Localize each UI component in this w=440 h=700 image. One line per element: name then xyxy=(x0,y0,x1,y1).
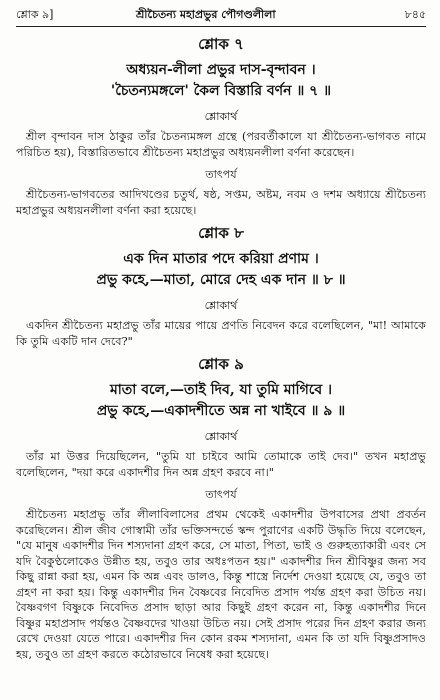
purport-text: শ্রীচৈতন্য মহাপ্রভু তাঁর লীলাবিলাসের প্রথম থেকেই একাদশীর উপবাসের প্রথা প্রবর্তন করেছিলেন। শ্রীল জীব গোস্বামী তাঁর ভক্তিসন্দর্ভে স্কন্দ পুরাণের একটি উদ্ধৃতি দিয়ে বলেছেন, "যে মানুষ একাদশীর দিন শস্যদানা গ্রহণ করে, সে মাতা, পিতা, ভাই ও গুরুহত্যাকারী এবং সে যদি বৈকুণ্ঠলোকেও উন্নীত হয়, তবুও তার অধঃপতন হয়।" একাদশীর দিন শ্রীবিষ্ণুর জন্য সব কিছু রান্না করা হয়, এমন কি অন্ন এবং ডালও, কিন্তু শাস্ত্রে নির্দেশ দেওয়া হয়েছে যে, তবুও তা গ্রহণ না করা হয়। কিন্তু একাদশীর দিন বৈষ্ণবের নিবেদিত প্রসাদ পর্যন্ত গ্রহণ করা উচিত নয়। বৈষ্ণবগণ বিষ্ণুকে নিবেদিত প্রসাদ ছাড়া আর কিছুই গ্রহণ করেন না, কিন্তু একাদশীর দিনে বিষ্ণুর মহাপ্রসাদ পর্যন্তও বৈষ্ণবদের খাওয়া উচিত নয়। সেই প্রসাদ পরের দিন গ্রহণ করার জন্য রেখে দেওয়া যেতে পারে। একাদশীর দিন কোন রকম শস্যদানা, এমন কি তা যদি বিষ্ণুপ্রসাদও হয়, তবুও তা গ্রহণ করতে কঠোরভাবে নিষেধ করা হয়েছে। xyxy=(16,508,426,661)
translation-text: শ্রীল বৃন্দাবন দাস ঠাকুর তাঁর চৈতন্যমঙ্গল গ্রন্থে (পরবর্তীকালে যা শ্রীচৈতন্য-ভাগবত নামে পরিচিত হয়), বিস্তারিতভাবে শ্রীচৈতন্য মহাপ্রভুর অধ্যয়নলীলা বর্ণনা করেছেন। xyxy=(16,130,426,159)
verse-text xyxy=(16,60,426,102)
header-verse-ref: শ্লোক ৯] xyxy=(16,8,54,21)
verse-line-2: প্রভু কহে,—মাতা, মোরে দেহ এক দান ॥ ৮ ॥ xyxy=(96,272,346,288)
verse-line-1: এক দিন মাতার পদে করিয়া প্রণাম । xyxy=(123,251,319,267)
verse-heading: শ্লোক ৭ xyxy=(198,35,244,53)
translation-text: তাঁর মা উত্তর দিয়েছিলেন, "তুমি যা চাইবে আমি তোমাকে তাই দেব।" তখন মহাপ্রভু বলেছিলেন, "দয়া করে একাদশীর দিন অন্ন গ্রহণ করবে না।" xyxy=(16,450,426,479)
verse-text xyxy=(16,249,426,291)
verse-line-1: মাতা বলে,—তাই দিব, যা তুমি মাগিবে । xyxy=(109,382,333,398)
page-number: ৮৪৫ xyxy=(404,8,426,21)
verse-heading: শ্লোক ৮ xyxy=(198,224,244,242)
verse-text xyxy=(16,380,426,422)
translation-text: একদিন শ্রীচৈতন্য মহাপ্রভু তাঁর মায়ের পায়ে প্রণতি নিবেদন করে বলেছিলেন, "মা! আমাকে কি তুমি একটি দান দেবে?" xyxy=(16,319,426,348)
purport-label: তাৎপর্য xyxy=(205,488,237,501)
verse-line-2: প্রভু কহে,—একাদশীতে অন্ন না খাইবে ॥ ৯ ॥ xyxy=(96,403,346,419)
header-title: শ্রীচৈতন্য মহাপ্রভুর পৌগণ্ডলীলা xyxy=(136,8,276,21)
purport-text: শ্রীচৈতন্য-ভাগবতের আদিখণ্ডের চতুর্থ, ষষ্ঠ, সপ্তম, অষ্টম, নবম ও দশম অধ্যায়ে শ্রীচৈতন্য মহাপ্রভুর অধ্যয়নলীলা বর্ণনা করা হয়েছে। xyxy=(16,188,426,217)
verse-line-2: 'চৈতন্যমঙ্গলে' কৈল বিস্তারি বর্ণন ॥ ৭ ॥ xyxy=(110,83,332,99)
purport-label: তাৎপর্য xyxy=(205,168,237,181)
verse-8 xyxy=(16,222,426,349)
verse-line-1: অধ্যয়ন-লীলা প্রভুর দাস-বৃন্দাবন । xyxy=(126,62,316,78)
verse-heading: শ্লোক ৯ xyxy=(198,355,244,373)
verse-9 xyxy=(16,353,426,662)
running-header xyxy=(16,2,426,26)
translation-label: শ্লোকার্থ xyxy=(204,110,238,123)
header-rule xyxy=(16,26,426,27)
translation-label: শ্লোকার্থ xyxy=(204,430,238,443)
translation-label: শ্লোকার্থ xyxy=(204,299,238,312)
verse-7 xyxy=(16,33,426,218)
